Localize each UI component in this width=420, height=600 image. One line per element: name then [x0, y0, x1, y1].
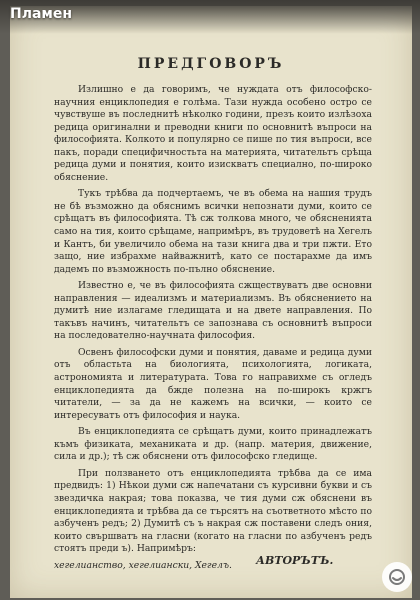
document-page: [10, 6, 412, 598]
paragraph: Въ енциклопедията се срѣщатъ думи, които принадлежатъ къмъ физиката, механиката и др. (напр. материя, движение, сила и др.); тѣ сж обяснени отъ философско гледище.: [54, 426, 372, 463]
paragraph: Освенъ философски думи и понятия, даваме и редица думи отъ областьта на биологията, психологията, логиката, астрономията и литературата. Това го направихме съ огледъ енциклопедията да бжде полезна на по-широкъ кржгъ читатели, — за да не кажемъ на всички, — които се интересуватъ отъ философия и наука.: [54, 346, 372, 421]
example-line: хегелианство, хегелиански, Хегелъ.: [54, 559, 232, 571]
preface-text: [54, 84, 372, 572]
paragraph: Тукъ трѣбва да подчертаемъ, че въ обема на нашия трудъ не бѣ възможно да обяснимъ всички непознати думи, които се срѣщатъ въ философията. Тѣ сж толкова много, че обясненията само на тия, които срѣщаме, напримѣръ, въ трудоветѣ на Хегелъ и Кантъ, би увеличило обема на тази книга два и три пжти. Ето защо, ние избрахме найважнитѣ, като се постарахме да имъ дадемъ по възможность по-пълно обяснение.: [54, 188, 372, 275]
paragraph: При ползването отъ енциклопедията трѣбва да се има предвидъ: 1) Нѣкои думи сж напечатани съ курсивни букви и съ звездичка накрая; това показва, че тия думи сж обяснени въ енциклопедията и трѣбва да се търсятъ на съответното мѣсто по азбученъ редъ; 2) Думитѣ съ ъ накрая сж поставени следъ ония, които свършватъ на гласни (когато на гласни по азбученъ редъ стоятъ преди ъ). Напримѣръ:: [54, 467, 372, 555]
page-title: ПРЕДГОВОРЪ: [137, 56, 285, 72]
paragraph: Излишно е да говоримъ, че нуждата отъ философско-научния енциклопедия е голѣма. Тази нужда особено остро се чувствуше въ последнитѣ нѣколко години, презъ които излѣзоха редица оригинални и преводни книги по основнитѣ въпроси на философията. Колкото и популярно се пише по тия въпроси, все пакъ, поради специфичностьта на материята, читательтъ срѣща редица думи и понятия, които изискватъ специално, по-широко обяснение.: [54, 84, 372, 183]
user-name[interactable]: Пламен: [10, 6, 73, 22]
author-signature: АВТОРЪТЪ.: [256, 554, 334, 567]
top-overlay: [0, 0, 420, 34]
bazar-logo-icon: [382, 562, 412, 592]
paragraph: Известно е, че въ философията сжществуватъ две основни направления — идеализмъ и материализмъ. Въ обяснението на думитѣ ние излагаме гледищата и на двете направления. По такъвъ начинъ, читательтъ се запознава съ основнитѣ въпроси на последователно-научната философия.: [54, 280, 372, 342]
